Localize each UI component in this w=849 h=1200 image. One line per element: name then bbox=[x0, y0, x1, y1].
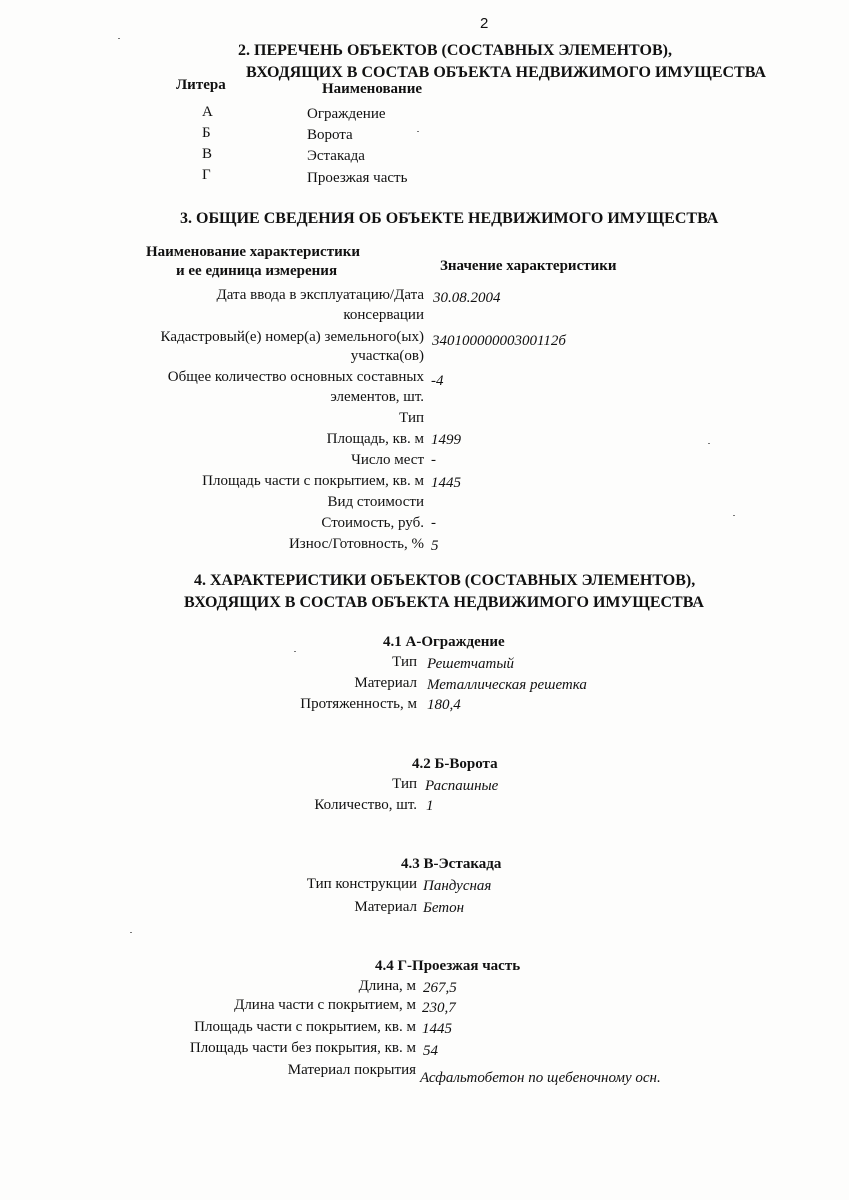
subsection-title: 4.4 Г-Проезжая часть bbox=[375, 958, 521, 974]
scan-speck bbox=[733, 515, 735, 516]
characteristic-value: 1499 bbox=[431, 432, 461, 448]
property-value: 54 bbox=[423, 1043, 438, 1059]
property-label: Площадь части с покрытием, кв. м bbox=[194, 1019, 416, 1035]
property-value: Решетчатый bbox=[427, 656, 515, 672]
characteristic-value: 5 bbox=[431, 538, 439, 554]
property-label: Материал покрытия bbox=[287, 1062, 416, 1078]
property-label: Длина части с покрытием, м bbox=[234, 997, 416, 1013]
characteristic-label: Общее количество основных составных bbox=[167, 369, 424, 385]
characteristic-label: Стоимость, руб. bbox=[321, 515, 424, 531]
section2-title-line2: ВХОДЯЩИХ В СОСТАВ ОБЪЕКТА НЕДВИЖИМОГО ИМУЩЕСТВА bbox=[246, 64, 766, 81]
subsection-title: 4.2 Б-Ворота bbox=[412, 756, 498, 772]
scan-speck bbox=[417, 131, 419, 132]
characteristic-label: Площадь части с покрытием, кв. м bbox=[202, 473, 424, 489]
list-item-name: Проезжая часть bbox=[307, 170, 408, 186]
characteristic-label-cont: элементов, шт. bbox=[330, 389, 424, 405]
property-value: 180,4 bbox=[427, 697, 461, 713]
characteristic-label-cont: участка(ов) bbox=[350, 348, 424, 364]
list-item-name: Эстакада bbox=[307, 148, 365, 164]
property-value: 1445 bbox=[422, 1021, 452, 1037]
value-header: Значение характеристики bbox=[440, 258, 617, 274]
property-value: 1 bbox=[426, 798, 434, 814]
section2-title-line1: 2. ПЕРЕЧЕНЬ ОБЪЕКТОВ (СОСТАВНЫХ ЭЛЕМЕНТОВ), bbox=[238, 42, 672, 59]
scan-speck bbox=[130, 932, 132, 933]
characteristic-value: 1445 bbox=[431, 475, 461, 491]
property-label: Тип bbox=[392, 654, 417, 670]
column-header-litera: Литера bbox=[176, 77, 226, 93]
list-item-name: Ограждение bbox=[307, 106, 386, 122]
characteristic-label: Износ/Готовность, % bbox=[288, 536, 424, 552]
characteristic-value: 30.08.2004 bbox=[433, 290, 501, 306]
characteristic-label-cont: консервации bbox=[343, 307, 424, 323]
characteristic-label: Кадастровый(е) номер(а) земельного(ых) bbox=[160, 329, 424, 345]
section4-title-line1: 4. ХАРАКТЕРИСТИКИ ОБЪЕКТОВ (СОСТАВНЫХ ЭЛЕМЕНТОВ), bbox=[194, 572, 696, 589]
characteristic-value: -4 bbox=[431, 373, 444, 389]
property-value: Асфальтобетон по щебеночному осн. bbox=[420, 1070, 661, 1086]
list-item-litera: В bbox=[202, 146, 213, 162]
characteristic-value: - bbox=[431, 452, 436, 468]
column-header-name: Наименование bbox=[322, 81, 422, 97]
scan-speck bbox=[118, 38, 120, 39]
property-value: Распашные bbox=[425, 778, 499, 794]
section3-title: 3. ОБЩИЕ СВЕДЕНИЯ ОБ ОБЪЕКТЕ НЕДВИЖИМОГО ИМУЩЕСТВА bbox=[180, 210, 719, 227]
property-label: Площадь части без покрытия, кв. м bbox=[189, 1040, 416, 1056]
property-value: Металлическая решетка bbox=[427, 677, 587, 693]
property-label: Количество, шт. bbox=[314, 797, 417, 813]
characteristic-label: Тип bbox=[399, 410, 424, 426]
characteristic-header-line2: и ее единица измерения bbox=[176, 263, 338, 279]
property-label: Тип bbox=[392, 776, 417, 792]
characteristic-label: Вид стоимости bbox=[327, 494, 424, 510]
property-label: Тип конструкции bbox=[306, 876, 417, 892]
list-item-name: Ворота bbox=[307, 127, 353, 143]
property-label: Материал bbox=[354, 675, 417, 691]
list-item-litera: Г bbox=[202, 167, 211, 183]
characteristic-value: 34010000000300112б bbox=[432, 333, 566, 349]
characteristic-label: Площадь, кв. м bbox=[326, 431, 424, 447]
page-number: 2 bbox=[480, 15, 489, 32]
characteristic-label: Дата ввода в эксплуатацию/Дата bbox=[216, 287, 424, 303]
subsection-title: 4.3 В-Эстакада bbox=[401, 856, 502, 872]
scan-speck bbox=[294, 651, 296, 652]
section4-title-line2: ВХОДЯЩИХ В СОСТАВ ОБЪЕКТА НЕДВИЖИМОГО ИМУЩЕСТВА bbox=[184, 594, 704, 611]
property-label: Длина, м bbox=[358, 978, 416, 994]
characteristic-value: - bbox=[431, 515, 436, 531]
property-value: 267,5 bbox=[423, 980, 457, 996]
subsection-title: 4.1 А-Ограждение bbox=[383, 634, 505, 650]
property-label: Материал bbox=[354, 899, 417, 915]
property-value: Бетон bbox=[423, 900, 465, 916]
list-item-litera: А bbox=[202, 104, 213, 120]
characteristic-header-line1: Наименование характеристики bbox=[146, 244, 360, 260]
property-value: Пандусная bbox=[423, 878, 492, 894]
characteristic-label: Число мест bbox=[351, 452, 424, 468]
scan-speck bbox=[708, 443, 710, 444]
list-item-litera: Б bbox=[202, 125, 211, 141]
property-value: 230,7 bbox=[422, 1000, 456, 1016]
property-label: Протяженность, м bbox=[300, 696, 417, 712]
